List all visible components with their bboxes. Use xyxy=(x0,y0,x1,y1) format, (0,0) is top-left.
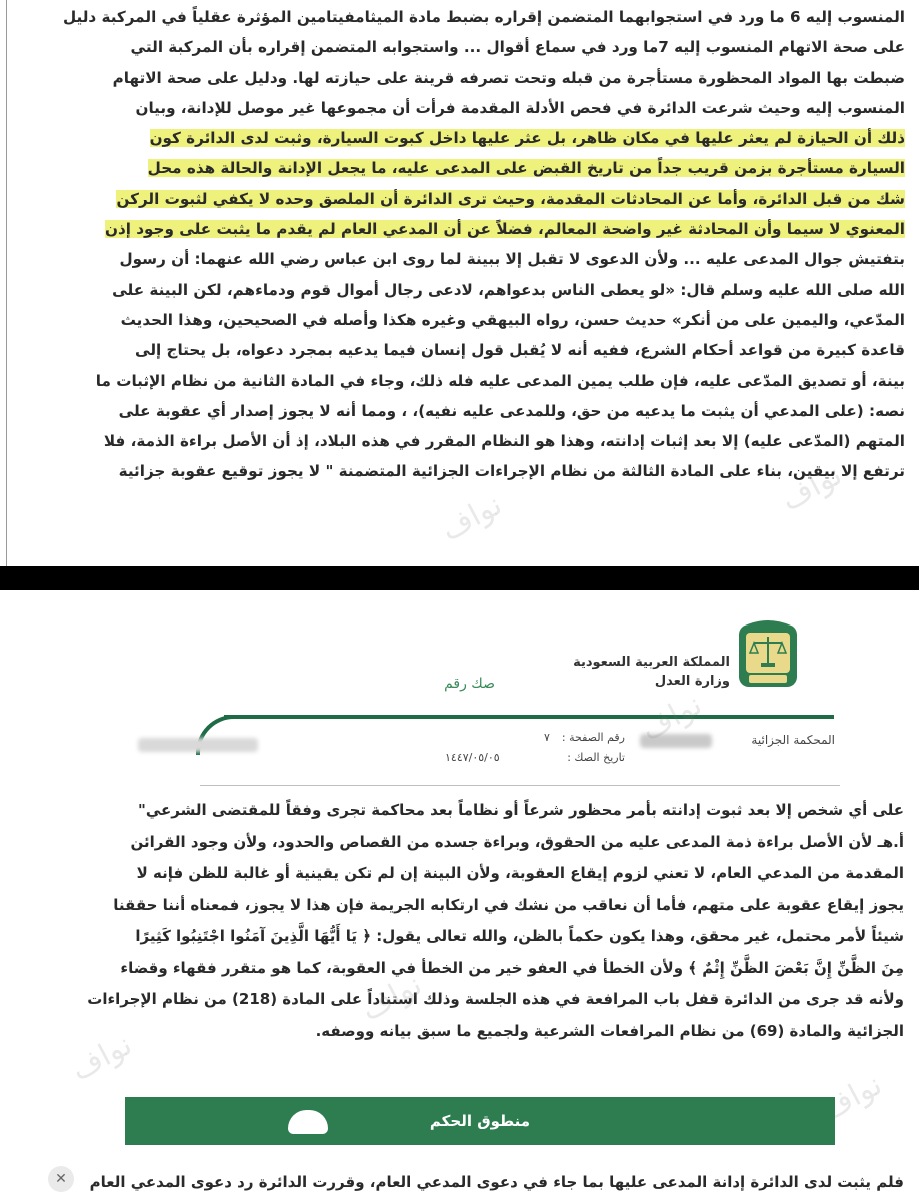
text-line: المقدمة من المدعي العام، لا تعني لزوم إيقاع العقوبة، ولأن البينة إن لم تكن يقينية أو غالبة للظن فإنه لا xyxy=(136,864,904,882)
line-text: المتهم (المدّعى عليه) إلا بعد إثبات إدانته، وهذا هو النظام المقرر في هذه البلاد، إذ أن الأصل براءة الذمة، فلا xyxy=(103,432,905,451)
highlighted-text: المعنوي لا سيما وأن المحادثة غير واضحة المعالم، فضلاً عن أن المدعي العام لم يقدم ما يثبت على وجود إذن xyxy=(104,220,905,239)
line-text: المنسوب إليه 6 ما ورد في استجوابهما المتضمن إقراره بضبط مادة الميثامفيتامين المؤثرة عقلياً في المركبة دليل xyxy=(62,8,905,26)
highlighted-text: السيارة مستأجرة بزمن قريب جداً من تاريخ القبض على المدعى عليه، ما يجعل الإدانة والحالة هذه محل xyxy=(147,159,905,178)
watermark: نواف xyxy=(775,457,848,518)
judgment-text-page-2 xyxy=(24,795,904,1047)
line-text: على صحة الاتهام المنسوب إليه 7ما ورد في سماع أقوال ... واستجوابه المتضمن إقراره بأن المركبة التي xyxy=(130,38,905,57)
text-line xyxy=(20,305,905,335)
text-line xyxy=(20,153,905,183)
ministry-of-justice-emblem-icon xyxy=(737,619,799,689)
redacted-court-name xyxy=(640,734,712,748)
text-line: شيئاً لأمر محتمل، غير محقق، وهذا يكون حكماً بالظن، والله تعالى يقول: ﴿ يَا أَيُّهَا الَّذِينَ آمَنُوا اجْتَنِبُوا كَثِيرًا xyxy=(135,927,904,945)
text-line: يجوز إيقاع عقوبة على متهم، فأما أن نعاقب من نشك في ارتكابه الجريمة فإن هذا لا يجوز، فمعناه أننا حققنا xyxy=(113,895,904,914)
info-divider xyxy=(200,785,840,786)
text-line xyxy=(20,2,905,32)
line-text: بتفتيش جوال المدعى عليه ... ولأن الدعوى لا تقبل إلا ببينة لما روى ابن عباس رضي الله عنهما: أن رسول xyxy=(119,250,905,269)
country-name: المملكة العربية السعودية xyxy=(573,655,730,670)
line-text: الله صلى الله عليه وسلم قال: «لو يعطى الناس بدعواهم، لادعى رجال أموال قوم ودماءهم، لكن البينة على xyxy=(112,280,905,299)
page-number-label: رقم الصفحة : xyxy=(561,731,625,744)
page-separator xyxy=(0,566,919,590)
deed-date-label: تاريخ الصك : xyxy=(567,751,625,764)
text-line xyxy=(20,244,905,274)
close-icon[interactable]: ✕ xyxy=(48,1166,74,1192)
verdict-section-header xyxy=(125,1097,835,1145)
deed-number-label: صك رقم xyxy=(444,676,495,692)
highlighted-text: ذلك أن الحيازة لم يعثر عليها في مكان ظاهر، بل عثر عليها داخل كبوت السيارة، وثبت لدى الدائرة كون xyxy=(149,129,905,148)
text-line xyxy=(20,426,905,456)
verdict-text: فلم يثبت لدى الدائرة إدانة المدعى عليها بما جاء في دعوى المدعي العام، وقررت الدائرة رد دعوى المدعي العام xyxy=(89,1173,904,1191)
line-text: نصه: (على المدعي أن يثبت ما يدعيه من حق، وللمدعى عليه نفيه)، ، ومما أنه لا يجوز إصدار أي عقوبة على xyxy=(118,401,905,420)
line-text: بينة، أو تصديق المدّعى عليه، فإن طلب يمين المدعى عليه فله ذلك، وجاء في المادة الثانية من نظام الإثبات ما xyxy=(95,371,905,390)
redacted-field xyxy=(138,738,258,752)
highlighted-text: شك من قبل الدائرة، وأما عن المحادثات المقدمة، وحيث ترى الدائرة أن الملصق وحده لا يكفي لثبوت الركن xyxy=(116,189,905,208)
page-left-edge xyxy=(6,0,7,566)
line-text: المنسوب إليه وحيث شرعت الدائرة في فحص الأدلة المقدمة فرأت أن مجموعها غير موصل للإدانة، وبيان xyxy=(135,98,905,117)
text-line xyxy=(20,123,905,153)
text-line xyxy=(20,275,905,305)
text-line xyxy=(20,396,905,426)
text-line xyxy=(20,63,905,93)
text-line xyxy=(20,214,905,244)
line-text: قاعدة كبيرة من قواعد أحكام الشرع، ففيه أنه لا يُقبل قول إنسان فيما يدعيه بمجرد دعواه، بل يحتاج إلى xyxy=(134,341,905,360)
judgment-text-page-1 xyxy=(20,2,905,487)
text-line xyxy=(20,93,905,123)
verdict-title: منطوق الحكم xyxy=(429,1112,531,1130)
line-text: ضبطت بها المواد المحظورة مستأجرة من قبله وتحت تصرفه قرينة على حيازته لها. ودليل على صحة الاتهام xyxy=(112,68,905,87)
text-line xyxy=(20,32,905,62)
text-line xyxy=(20,366,905,396)
court-label: المحكمة الجزائية xyxy=(751,733,835,747)
deed-date-value: ١٤٤٧/٠٥/٠٥ xyxy=(445,751,500,764)
text-line xyxy=(20,335,905,365)
text-line: ولأنه قد جرى من الدائرة قفل باب المرافعة في هذه الجلسة وذلك استناداً على المادة (218) من نظام الإجراءات xyxy=(87,990,904,1008)
ministry-name: وزارة العدل xyxy=(654,674,730,689)
document-page-top xyxy=(0,0,919,566)
line-text: المدّعي، واليمين على من أنكر» حديث حسن، رواه البيهقي وغيره هكذا وأصله في الصحيحين، وهذا الحديث xyxy=(120,310,905,329)
text-line: على أي شخص إلا بعد ثبوت إدانته بأمر محظور شرعاً أو نظاماً بعد محاكمة تجرى وفقاً للمقتضى الشرعي" xyxy=(138,801,904,819)
page-number-value: ٧ xyxy=(544,731,550,744)
header-rule xyxy=(224,715,834,719)
line-text: ترتفع إلا بيقين، بناء على المادة الثالثة من نظام الإجراءات الجزائية المتضمنة " لا يجوز توقيع عقوبة جزائية xyxy=(118,462,905,481)
watermark: نواف xyxy=(435,487,508,548)
text-line: مِنَ الظَّنِّ إِنَّ بَعْضَ الظَّنِّ إِثْمٌ ﴾ ولأن الخطأ في العفو خير من الخطأ في العقوبة، كما هو متقرر فقهاء وقضاء xyxy=(120,958,904,977)
text-line xyxy=(20,184,905,214)
text-line: أ.هـ لأن الأصل براءة ذمة المدعى عليه من الحقوق، وبراءة جسده من القصاص والحدود، ولأن وجود القرائن xyxy=(130,832,904,851)
text-line xyxy=(20,456,905,486)
text-line: الجزائية والمادة (69) من نظام المرافعات الشرعية ولجميع ما سبق بيانه ووصفه. xyxy=(315,1021,904,1040)
